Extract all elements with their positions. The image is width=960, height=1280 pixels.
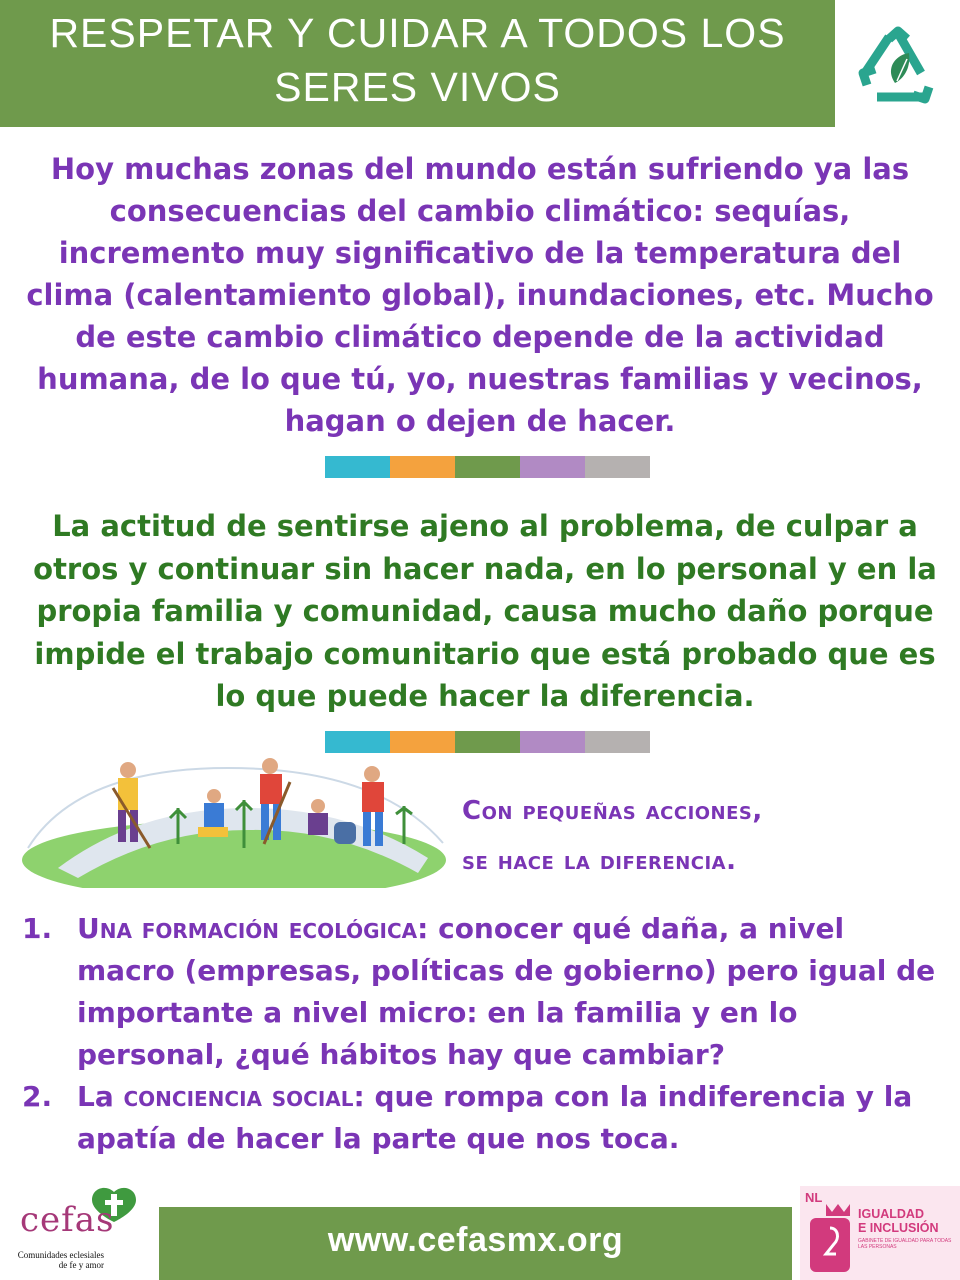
list-item: [22, 1076, 947, 1160]
list-text: : conocer qué daña, a nivel macro (empresas, políticas de gobierno) pero igual de importante a nivel micro: en la familia y en lo personal, ¿qué hábitos hay que cambiar?: [77, 912, 936, 1071]
website-link[interactable]: www.cefasmx.org: [327, 1221, 624, 1259]
divider-segment: [455, 731, 520, 753]
color-divider-1: [325, 456, 650, 478]
cefas-subtitle: Comunidades eclesiales de fe y amor: [17, 1250, 104, 1270]
recycle-leaf-icon: [855, 25, 941, 107]
divider-segment: [325, 456, 390, 478]
nl-subtitle: GABINETE DE IGUALDAD PARA TODAS LAS PERSONAS: [858, 1238, 952, 1250]
list-lead-plain: La: [77, 1080, 124, 1113]
list-item: [22, 908, 947, 1076]
divider-segment: [585, 456, 650, 478]
divider-segment: [455, 456, 520, 478]
list-lead: Una formación ecológica: [77, 912, 418, 945]
nl-title: [858, 1207, 939, 1235]
page-title: [0, 6, 835, 114]
list-lead: conciencia social: [123, 1080, 354, 1113]
nl-mark: NL: [805, 1190, 823, 1205]
actions-list: [22, 908, 947, 1160]
title-line-2: SERES VIVOS: [274, 64, 561, 110]
title-line-1: RESPETAR Y CUIDAR A TODOS LOS: [49, 10, 786, 56]
divider-segment: [520, 456, 585, 478]
intro-paragraph: Hoy muchas zonas del mundo están sufriendo ya las consecuencias del cambio climático: sequías, incremento muy significativo de la temperatura del clima (calentamiento global), inundaciones, etc. Mucho de este cambio climático depende de la actividad humana, de lo que tú, yo, nuestras familias y vecinos, hagan o dejen de hacer.: [26, 152, 934, 438]
crown-shield-icon: [806, 1204, 854, 1276]
divider-segment: [585, 731, 650, 753]
header-banner: [0, 0, 835, 127]
volunteers-planting-illustration: [18, 748, 450, 888]
divider-segment: [390, 456, 455, 478]
list-number: 1.: [22, 912, 53, 945]
list-number: 2.: [22, 1080, 53, 1113]
tagline-line-2: se hace la diferencia.: [462, 846, 737, 876]
footer-banner: [159, 1207, 792, 1280]
tagline-line-1: Con pequeñas acciones,: [462, 796, 763, 826]
divider-segment: [520, 731, 585, 753]
cefas-logo-text: cefas: [20, 1200, 115, 1240]
list-text: : que rompa con la indiferencia y la apatía de hacer la parte que nos toca.: [77, 1080, 913, 1155]
attitude-paragraph: La actitud de sentirse ajeno al problema, de culpar a otros y continuar sin hacer nada, en lo personal y en la propia familia y comunidad, causa mucho daño porque impide el trabajo comunitario que está probado que es lo que puede hacer la diferencia.: [33, 509, 937, 713]
tagline: [462, 786, 942, 886]
nl-title-line-2: E INCLUSIÓN: [858, 1221, 939, 1235]
nl-title-line-1: IGUALDAD: [858, 1207, 924, 1221]
